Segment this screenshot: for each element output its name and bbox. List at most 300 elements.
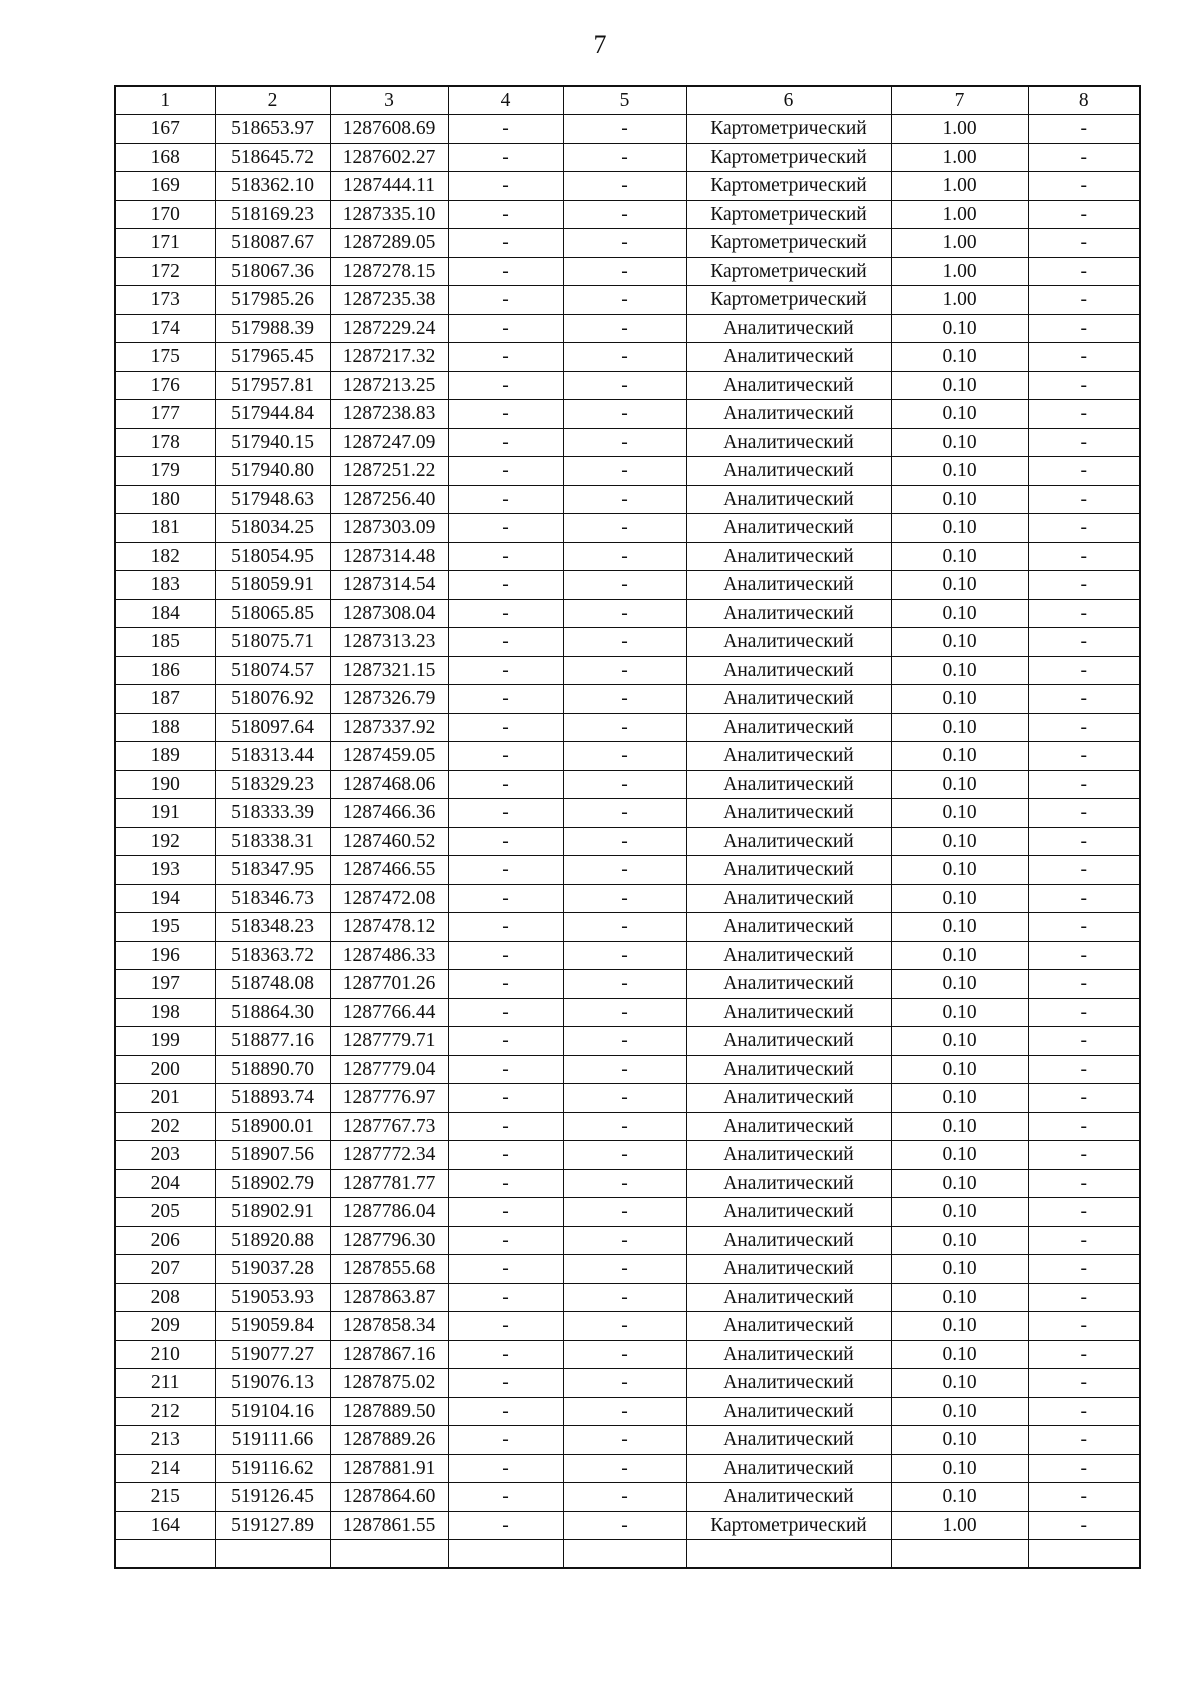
table-cell-col-8 [1028,1540,1140,1569]
table-cell-col-2: 518362.10 [215,172,330,201]
table-cell-col-4: - [448,1483,563,1512]
table-cell-col-5: - [563,1426,686,1455]
table-cell-col-8: - [1028,1340,1140,1369]
table-row [115,115,1140,144]
table-cell-col-2: 518890.70 [215,1055,330,1084]
table-row [115,1112,1140,1141]
table-cell-col-4: - [448,485,563,514]
table-cell-col-7: 0.10 [891,1397,1028,1426]
table-cell-col-1: 198 [115,998,215,1027]
table-row [115,770,1140,799]
table-cell-col-3: 1287858.34 [330,1312,448,1341]
table-cell-col-5: - [563,770,686,799]
table-row [115,143,1140,172]
table-cell-col-2: 517948.63 [215,485,330,514]
table-cell-col-1: 179 [115,457,215,486]
table-cell-col-8: - [1028,1112,1140,1141]
table-cell-col-4: - [448,1255,563,1284]
table-cell-col-4: - [448,229,563,258]
table-cell-col-2: 518893.74 [215,1084,330,1113]
table-cell-col-3: 1287478.12 [330,913,448,942]
table-cell-col-2: 518907.56 [215,1141,330,1170]
table-cell-col-3: 1287213.25 [330,371,448,400]
table-cell-col-6: Аналитический [686,884,891,913]
table-cell-col-4: - [448,314,563,343]
table-cell-col-6: Аналитический [686,1255,891,1284]
table-cell-col-3: 1287889.26 [330,1426,448,1455]
table-cell-col-3: 1287460.52 [330,827,448,856]
table-cell-col-5: - [563,1454,686,1483]
table-cell-col-2: 518076.92 [215,685,330,714]
table-cell-col-3: 1287766.44 [330,998,448,1027]
table-cell-col-8: - [1028,514,1140,543]
table-cell-col-4: - [448,856,563,885]
table-cell-col-2: 519077.27 [215,1340,330,1369]
table-cell-col-2: 517940.15 [215,428,330,457]
table-cell-col-1: 175 [115,343,215,372]
table-cell-col-3: 1287796.30 [330,1226,448,1255]
table-cell-col-2: 518097.64 [215,713,330,742]
table-cell-col-6: Аналитический [686,571,891,600]
table-cell-col-1: 200 [115,1055,215,1084]
table-cell-col-1: 183 [115,571,215,600]
table-cell-col-5: - [563,115,686,144]
table-cell-col-7: 0.10 [891,770,1028,799]
table-cell-col-5: - [563,1312,686,1341]
table-cell-col-2: 518087.67 [215,229,330,258]
table-cell-col-5: - [563,656,686,685]
table-cell-col-6: Аналитический [686,656,891,685]
table-cell-col-6: Аналитический [686,457,891,486]
table-cell-col-6: Аналитический [686,1141,891,1170]
table-cell-col-7: 0.10 [891,1426,1028,1455]
table-cell-col-4: - [448,172,563,201]
table-cell-col-2: 519076.13 [215,1369,330,1398]
table-cell-col-2: 518065.85 [215,599,330,628]
table-cell-col-3: 1287701.26 [330,970,448,999]
table-cell-col-5: - [563,1084,686,1113]
table-cell-col-7: 0.10 [891,998,1028,1027]
table-cell-col-3: 1287466.36 [330,799,448,828]
table-cell-col-7: 1.00 [891,1511,1028,1540]
table-cell-col-7: 0.10 [891,1312,1028,1341]
table-row [115,371,1140,400]
table-cell-col-7: 1.00 [891,172,1028,201]
table-cell-col-4: - [448,286,563,315]
table-cell-col-4: - [448,115,563,144]
table-row [115,884,1140,913]
table-cell-col-2: 519104.16 [215,1397,330,1426]
table-cell-col-7: 0.10 [891,542,1028,571]
table-cell-col-5: - [563,941,686,970]
table-cell-col-7: 0.10 [891,827,1028,856]
table-cell-col-3: 1287308.04 [330,599,448,628]
table-cell-col-3: 1287776.97 [330,1084,448,1113]
table-cell-col-5: - [563,1511,686,1540]
table-row [115,742,1140,771]
table-cell-col-4: - [448,400,563,429]
table-cell-col-2: 518054.95 [215,542,330,571]
table-cell-col-4: - [448,685,563,714]
table-cell-col-1: 194 [115,884,215,913]
table-cell-col-1: 170 [115,200,215,229]
table-cell-col-3: 1287602.27 [330,143,448,172]
table-cell-col-7: 0.10 [891,685,1028,714]
table-cell-col-5: - [563,400,686,429]
table-cell-col-3: 1287781.77 [330,1169,448,1198]
table-cell-col-5: - [563,1397,686,1426]
table-cell-col-1: 167 [115,115,215,144]
table-row [115,998,1140,1027]
table-cell-col-6: Аналитический [686,1340,891,1369]
table-cell-col-2: 517940.80 [215,457,330,486]
table-cell-col-4: - [448,1426,563,1455]
table-cell-col-7: 1.00 [891,115,1028,144]
table-cell-col-5: - [563,713,686,742]
table-cell-col-4: - [448,941,563,970]
table-cell-col-1: 202 [115,1112,215,1141]
table-cell-col-3: 1287337.92 [330,713,448,742]
table-cell-col-7: 0.10 [891,1027,1028,1056]
table-cell-col-7: 0.10 [891,941,1028,970]
table-cell-col-6: Картометрический [686,143,891,172]
table-row [115,827,1140,856]
table-row [115,941,1140,970]
table-cell-col-7: 0.10 [891,970,1028,999]
table-cell-col-1: 211 [115,1369,215,1398]
table-cell-col-4: - [448,1397,563,1426]
table-cell-col-4: - [448,1169,563,1198]
column-header-8: 8 [1028,86,1140,115]
table-cell-col-5: - [563,856,686,885]
table-cell-col-3: 1287779.71 [330,1027,448,1056]
table-cell-col-6: Картометрический [686,286,891,315]
table-cell-col-2: 519126.45 [215,1483,330,1512]
table-cell-col-3: 1287889.50 [330,1397,448,1426]
table-cell-col-1: 174 [115,314,215,343]
table-cell-col-8: - [1028,1454,1140,1483]
table-cell-col-6: Аналитический [686,1369,891,1398]
table-row [115,1312,1140,1341]
table-cell-col-6: Аналитический [686,970,891,999]
table-cell-col-3: 1287235.38 [330,286,448,315]
table-cell-col-7: 0.10 [891,485,1028,514]
table-cell-col-7: 0.10 [891,1483,1028,1512]
table-row [115,1084,1140,1113]
table-cell-col-2: 518902.79 [215,1169,330,1198]
table-cell-col-8: - [1028,599,1140,628]
table-cell-col-4: - [448,542,563,571]
table-cell-col-4: - [448,200,563,229]
table-cell-col-6: Аналитический [686,827,891,856]
table-cell-col-4: - [448,656,563,685]
table-cell-col-4: - [448,1112,563,1141]
table-cell-col-6: Аналитический [686,1454,891,1483]
table-cell-col-1: 214 [115,1454,215,1483]
table-cell-col-1: 169 [115,172,215,201]
table-cell-col-3: 1287468.06 [330,770,448,799]
table-cell-col-1: 209 [115,1312,215,1341]
table-cell-col-6: Аналитический [686,941,891,970]
table-row [115,1511,1140,1540]
table-cell-col-3: 1287289.05 [330,229,448,258]
table-cell-col-6: Аналитический [686,314,891,343]
table-cell-col-5: - [563,742,686,771]
table-cell-col-2: 517957.81 [215,371,330,400]
table-cell-col-5: - [563,884,686,913]
table-row [115,1255,1140,1284]
table-cell-col-1: 178 [115,428,215,457]
table-cell-col-1: 189 [115,742,215,771]
table-cell-col-1: 206 [115,1226,215,1255]
table-cell-col-4: - [448,1283,563,1312]
table-cell-col-8: - [1028,115,1140,144]
table-cell-col-3: 1287767.73 [330,1112,448,1141]
table-cell-col-2: 517965.45 [215,343,330,372]
table-cell-col-1: 181 [115,514,215,543]
table-cell-col-6: Картометрический [686,172,891,201]
table-cell-col-7: 0.10 [891,1141,1028,1170]
table-cell-col-3: 1287256.40 [330,485,448,514]
table-row [115,799,1140,828]
table-cell-col-3: 1287863.87 [330,1283,448,1312]
table-cell-col-8: - [1028,1426,1140,1455]
table-row [115,571,1140,600]
table-cell-col-5: - [563,571,686,600]
table-cell-col-6: Аналитический [686,343,891,372]
table-cell-col-7: 0.10 [891,1283,1028,1312]
table-cell-col-3: 1287881.91 [330,1454,448,1483]
table-cell-col-5: - [563,343,686,372]
table-cell-col-8: - [1028,286,1140,315]
table-cell-col-8: - [1028,371,1140,400]
table-cell-col-5: - [563,1027,686,1056]
table-cell-col-7: 0.10 [891,799,1028,828]
table-cell-col-1: 196 [115,941,215,970]
table-cell-col-4: - [448,1454,563,1483]
table-cell-col-3: 1287217.32 [330,343,448,372]
table-cell-col-2: 518877.16 [215,1027,330,1056]
table-cell-col-8: - [1028,827,1140,856]
table-cell-col-4: - [448,799,563,828]
table-cell-col-1: 188 [115,713,215,742]
table-cell-col-4: - [448,913,563,942]
table-cell-col-3: 1287326.79 [330,685,448,714]
table-cell-col-4: - [448,1141,563,1170]
table-cell-col-5: - [563,286,686,315]
column-header-2: 2 [215,86,330,115]
table-cell-col-8: - [1028,628,1140,657]
table-cell-col-7: 0.10 [891,1369,1028,1398]
table-cell-col-3: 1287335.10 [330,200,448,229]
table-cell-col-1: 177 [115,400,215,429]
table-cell-col-4: - [448,770,563,799]
table-cell-col-4: - [448,970,563,999]
table-cell-col-3: 1287303.09 [330,514,448,543]
table-cell-col-4: - [448,257,563,286]
table-cell-col-4: - [448,1511,563,1540]
table-cell-col-8: - [1028,1226,1140,1255]
table-cell-col-4: - [448,998,563,1027]
table-cell-col-5: - [563,998,686,1027]
table-cell-col-5: - [563,913,686,942]
table-cell-col-6: Аналитический [686,542,891,571]
table-cell-col-2: 518864.30 [215,998,330,1027]
table-cell-col-1: 201 [115,1084,215,1113]
table-cell-col-8: - [1028,1141,1140,1170]
table-cell-col-6: Аналитический [686,856,891,885]
table-cell-col-5: - [563,428,686,457]
table-cell-col-8: - [1028,1369,1140,1398]
table-cell-col-1: 213 [115,1426,215,1455]
table-cell-col-7: 0.10 [891,1055,1028,1084]
table-cell-col-3: 1287314.48 [330,542,448,571]
table-cell-col-8: - [1028,1198,1140,1227]
table-cell-col-8: - [1028,1027,1140,1056]
table-cell-col-5: - [563,970,686,999]
table-cell-col-1: 176 [115,371,215,400]
table-cell-col-6: Аналитический [686,742,891,771]
table-cell-col-6: Аналитический [686,371,891,400]
table-row [115,1426,1140,1455]
table-cell-col-8: - [1028,1483,1140,1512]
table-cell-col-3: 1287864.60 [330,1483,448,1512]
table-row [115,200,1140,229]
table-cell-col-4: - [448,1312,563,1341]
table-row [115,628,1140,657]
page-number: 7 [593,30,607,59]
table-cell-col-3: 1287313.23 [330,628,448,657]
table-row [115,1454,1140,1483]
table-cell-col-5: - [563,599,686,628]
table-cell-col-1: 195 [115,913,215,942]
table-cell-col-5: - [563,1283,686,1312]
table-cell-col-6: Картометрический [686,1511,891,1540]
table-cell-col-2: 518329.23 [215,770,330,799]
table-row [115,1141,1140,1170]
table-cell-col-6: Аналитический [686,799,891,828]
table-cell-col-4: - [448,884,563,913]
table-cell-col-1: 199 [115,1027,215,1056]
table-cell-col-2: 518748.08 [215,970,330,999]
table-cell-col-4: - [448,457,563,486]
table-cell-col-4: - [448,1084,563,1113]
table-cell-col-7: 0.10 [891,1226,1028,1255]
table-cell-col-7: 0.10 [891,314,1028,343]
table-cell-col-7: 0.10 [891,1169,1028,1198]
coordinates-table [114,85,1141,1569]
table-cell-col-8: - [1028,656,1140,685]
table-row [115,314,1140,343]
table-cell-col-6: Аналитический [686,1397,891,1426]
table-cell-col-3 [330,1540,448,1569]
table-cell-col-4: - [448,599,563,628]
table-row [115,542,1140,571]
table-row [115,1397,1140,1426]
table-row [115,229,1140,258]
table-cell-col-8: - [1028,1312,1140,1341]
table-cell-col-3: 1287867.16 [330,1340,448,1369]
table-cell-col-1: 185 [115,628,215,657]
table-cell-col-5: - [563,1226,686,1255]
table-cell-col-2: 518653.97 [215,115,330,144]
table-cell-col-7: 0.10 [891,1255,1028,1284]
table-cell-col-1: 173 [115,286,215,315]
table-cell-col-6: Аналитический [686,1169,891,1198]
table-cell-col-5: - [563,1369,686,1398]
table-cell-col-6: Аналитический [686,685,891,714]
table-cell-col-2: 519037.28 [215,1255,330,1284]
table-cell-col-5: - [563,1340,686,1369]
table-cell-col-1: 210 [115,1340,215,1369]
table-cell-col-2: 518902.91 [215,1198,330,1227]
table-cell-col-5: - [563,229,686,258]
table-cell-col-4: - [448,428,563,457]
table-cell-col-5: - [563,628,686,657]
table-cell-col-8: - [1028,884,1140,913]
table-cell-col-6: Аналитический [686,400,891,429]
table-cell-col-3: 1287855.68 [330,1255,448,1284]
table-row [115,1483,1140,1512]
table-cell-col-7: 0.10 [891,656,1028,685]
table-cell-col-3: 1287608.69 [330,115,448,144]
table-cell-col-7: 0.10 [891,1454,1028,1483]
table-cell-col-1: 204 [115,1169,215,1198]
table-cell-col-8: - [1028,1169,1140,1198]
table-cell-col-4: - [448,827,563,856]
table-row [115,599,1140,628]
table-header [115,86,1140,115]
table-cell-col-3: 1287238.83 [330,400,448,429]
table-cell-col-1: 184 [115,599,215,628]
table-row [115,1540,1140,1569]
table-cell-col-7: 0.10 [891,571,1028,600]
table-cell-col-4: - [448,628,563,657]
table-cell-col-1: 192 [115,827,215,856]
table-cell-col-7: 0.10 [891,457,1028,486]
table-cell-col-7: 1.00 [891,143,1028,172]
table-cell-col-8: - [1028,742,1140,771]
table-row [115,1283,1140,1312]
table-cell-col-1: 186 [115,656,215,685]
table-cell-col-5: - [563,457,686,486]
table-cell-col-7: 1.00 [891,229,1028,258]
table-row [115,172,1140,201]
table-cell-col-2 [215,1540,330,1569]
table-cell-col-1: 172 [115,257,215,286]
table-cell-col-5: - [563,827,686,856]
table-cell-col-6: Картометрический [686,115,891,144]
table-cell-col-8: - [1028,713,1140,742]
table-cell-col-6: Аналитический [686,1283,891,1312]
table-row [115,514,1140,543]
table-cell-col-4: - [448,1369,563,1398]
table-cell-col-5: - [563,200,686,229]
table-cell-col-1: 187 [115,685,215,714]
table-cell-col-3: 1287466.55 [330,856,448,885]
table-cell-col-8: - [1028,941,1140,970]
table-cell-col-8: - [1028,1283,1140,1312]
table-body [115,115,1140,1569]
table-row [115,1169,1140,1198]
table-cell-col-2: 518346.73 [215,884,330,913]
table-cell-col-7: 0.10 [891,371,1028,400]
table-cell-col-4: - [448,1198,563,1227]
table-row [115,457,1140,486]
table-cell-col-6: Аналитический [686,998,891,1027]
table-cell-col-8: - [1028,913,1140,942]
table-cell-col-6: Аналитический [686,1055,891,1084]
